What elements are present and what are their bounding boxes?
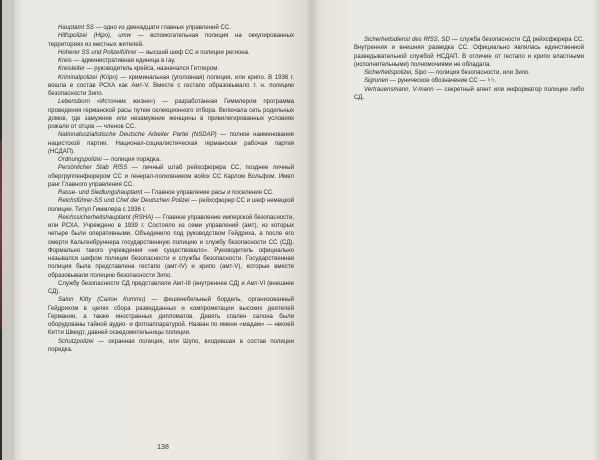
left-page <box>14 0 312 460</box>
glossary-definition: — фешенебельный бордель, организованный Гейдрихом в целях сбора разведданных и компрометации высоких деятелей Германии, а также иностранных дипломатов. Девять спален салона были оборудованы тайной аудио- и фотоаппаратурой. Назван по имени «мадам» — некоей Китти Шмидт, давней осведомительницы полиции. <box>48 297 294 337</box>
glossary-term: Reichssicherheitshauptamt (RSHA) <box>58 214 154 221</box>
glossary-entry <box>48 24 294 32</box>
right-glossary <box>354 36 584 102</box>
glossary-term: Persönlicher Stab RfSS <box>58 165 128 172</box>
glossary-term: Sicherheitsdienst des RfSS, SD <box>364 37 450 43</box>
glossary-term: Nationalsozialistische Deutsche Arbeiter Partei (NSDAP) <box>58 132 217 139</box>
left-glossary <box>48 24 294 354</box>
glossary-term: Reichsführer-SS und Chef der Deutschen Polizei <box>58 198 190 205</box>
glossary-entry <box>48 214 294 280</box>
glossary-entry <box>354 36 584 69</box>
glossary-entry <box>48 338 294 355</box>
glossary-entry <box>354 69 584 77</box>
glossary-term: Hilfspolizei (Hipo), umw <box>58 33 131 40</box>
glossary-term: Ordnungspolizei <box>58 157 102 163</box>
glossary-definition: — руническое обозначение СС — ᛋᛋ. <box>388 78 497 85</box>
glossary-entry <box>48 65 294 73</box>
glossary-term: Sigrunen <box>364 78 389 85</box>
glossary-term: Kreisleiter <box>58 66 85 73</box>
glossary-entry <box>48 296 294 337</box>
glossary-term: Kriminalpolizei (Kripo) <box>58 74 118 81</box>
glossary-definition: Службу безопасности СД представляли Амт-III (внутреннее СД) и Амт-VI (внешнее СД). <box>48 280 294 295</box>
glossary-term: Sicherheitspolizei, Sipo <box>364 70 427 76</box>
glossary-definition: — полиция порядка. <box>101 157 161 163</box>
glossary-term: Rasse- und Siedlungshauptamt <box>58 190 143 196</box>
glossary-term: Vertrauensmann, V-mann <box>364 86 434 93</box>
right-page <box>312 0 600 460</box>
glossary-entry <box>48 32 294 49</box>
glossary-term: Kreis <box>58 58 72 64</box>
glossary-definition: — криминальная (уголовная) полиция, или крипо. В 1936 г. вошла в состав РСХА как Амт-V. Вместе с гестапо образовывало т. н. полицию безопасности Зипо. <box>48 74 294 97</box>
glossary-definition: — секретный агент или информатор полиции либо СД. <box>354 86 585 101</box>
glossary-entry <box>354 77 584 85</box>
glossary-entry <box>48 197 294 214</box>
page-number: 138 <box>157 444 169 451</box>
glossary-entry <box>48 164 294 189</box>
glossary-definition: — личный штаб рейхсфюрера СС, позднее личный обергруппенфюрером СС и генерал-полковником войск СС Карлом Вольфом. Имел ранг Главного управления СС. <box>48 165 295 188</box>
glossary-definition: — Главное управление имперской безопасности, или РСХА. Учреждено в 1939 г. Состояло из семи управлений (амт), из которых четыре были оперативными. Объединило под руководством Гейдриха, а после его смерти Кальтенбруннера государственную полицию и службу безопасности СС (СД). Формально такого учреждения «не существовало». Руководитель официально назывался шефом полиции безопасности и службы безопасности. Государственная полиция была представлена гестапо (амт-IV) и крипо (амт-V), которые вместе образовывали полицию безопасности Зипо. <box>48 214 294 279</box>
glossary-definition: — полное наименование нацистской партии. Национал-социалистическая германская рабочая партия (НСДАП). <box>48 132 294 155</box>
glossary-definition: — полиция безопасности, или Зипо. <box>426 70 531 76</box>
glossary-entry <box>48 189 294 197</box>
glossary-term: Lebensborn <box>58 99 90 106</box>
glossary-definition: — административная единица в гау. <box>71 58 176 64</box>
glossary-definition: — служба безопасности СД рейхсфюрера СС. Внутренняя и внешняя разведка СС. Официально являлась единственной разведывательной службой НСДАП. В отличие от гестапо и крипо властными (исполнительными) полномочиями не обладала. <box>354 37 584 68</box>
glossary-definition: — высший шеф СС и полиции региона. <box>136 49 250 56</box>
glossary-term: Hauptamt SS <box>58 25 94 31</box>
glossary-term: Hoherer SS und Polizeiführer <box>58 49 137 56</box>
glossary-entry <box>354 86 584 103</box>
glossary-definition: — вспомогательная полиция на оккупированных территориях из местных жителей. <box>48 33 294 48</box>
glossary-entry <box>48 98 294 131</box>
glossary-entry <box>48 156 294 164</box>
glossary-entry <box>48 57 294 65</box>
glossary-definition: — охранная полиция, или Шупо, входившая в состав полиции порядка. <box>48 338 294 353</box>
glossary-entry <box>48 49 294 57</box>
glossary-definition: — одно из двенадцати главных управлений СС. <box>93 25 231 31</box>
glossary-definition: — Главное управление расы и поселения СС. <box>142 190 274 196</box>
glossary-term: Schutzpolizei <box>58 338 94 345</box>
glossary-entry <box>48 280 294 297</box>
glossary-entry <box>48 74 294 99</box>
glossary-definition: — рейхсфюрер СС и шеф немецкой полиции. Титул Гиммлера с 1936 г. <box>48 198 294 213</box>
glossary-definition: «Источник жизни») — разработанная Гиммлером программа проведения германской расы путем селекционного отбора. Включала сеть родильных домов, где замужние или незамужние женщины в привилегированных условиях рожали от отцов — членов СС. <box>48 99 294 130</box>
glossary-definition: — руководитель крейса, назначался Гитлером. <box>84 66 220 73</box>
glossary-entry <box>48 131 294 156</box>
glossary-term: Salon Kitty (Салон Китти) <box>58 297 146 304</box>
